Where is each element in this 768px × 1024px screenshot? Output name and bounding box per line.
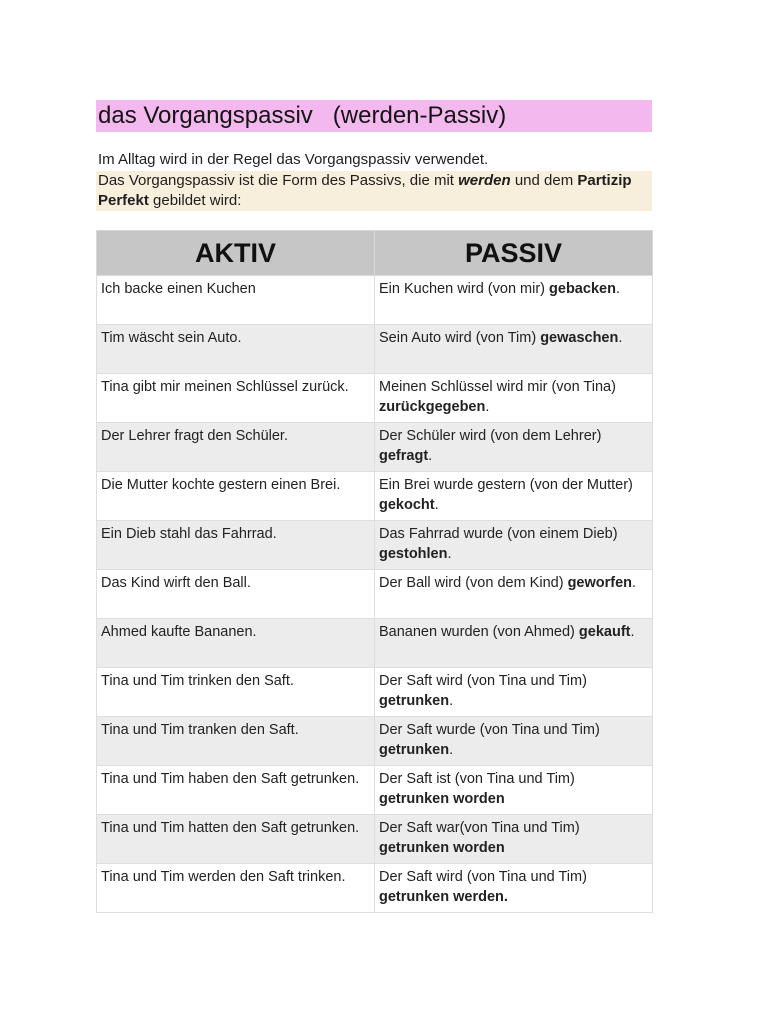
passiv-participle: gebacken <box>549 281 616 297</box>
passiv-cell <box>375 815 653 864</box>
passiv-text: Bananen wurden (von Ahmed) <box>379 624 575 640</box>
passiv-punctuation: . <box>449 742 454 758</box>
passiv-participle: gewaschen <box>540 330 619 346</box>
intro-line-1: Im Alltag wird in der Regel das Vorgangspassiv verwendet. <box>98 151 489 168</box>
table-row <box>97 521 653 570</box>
passiv-participle: getrunken werden. <box>379 889 508 905</box>
passiv-cell <box>375 423 653 472</box>
table-header-row <box>97 231 653 276</box>
aktiv-cell: Ich backe einen Kuchen <box>97 276 375 325</box>
passiv-participle: gekocht <box>379 497 435 513</box>
passiv-participle: zurückgegeben <box>379 399 486 415</box>
passiv-participle: getrunken <box>379 693 450 709</box>
passiv-text: Der Saft war(von Tina und Tim) <box>379 820 580 836</box>
passiv-punctuation: . <box>615 281 620 297</box>
table-row <box>97 374 653 423</box>
passiv-text: Der Saft wird (von Tina und Tim) <box>379 673 587 689</box>
aktiv-passiv-table <box>96 230 653 913</box>
passiv-punctuation: . <box>428 448 433 464</box>
passiv-punctuation: . <box>618 330 623 346</box>
passiv-text: Der Schüler wird (von dem Lehrer) <box>379 428 602 444</box>
passiv-participle: geworfen <box>567 575 633 591</box>
aktiv-cell: Tina und Tim haben den Saft getrunken. <box>97 766 375 815</box>
passiv-participle: getrunken worden <box>379 840 505 856</box>
passiv-text: Der Saft wurde (von Tina und Tim) <box>379 722 600 738</box>
aktiv-cell: Die Mutter kochte gestern einen Brei. <box>97 472 375 521</box>
intro-text: Das Vorgangspassiv ist die Form des Passivs, die mit <box>98 172 459 189</box>
passiv-cell <box>375 570 653 619</box>
intro-emphasis-werden: werden <box>458 172 511 189</box>
passiv-cell <box>375 717 653 766</box>
passiv-cell <box>375 668 653 717</box>
table-row <box>97 815 653 864</box>
aktiv-cell: Tim wäscht sein Auto. <box>97 325 375 374</box>
aktiv-cell: Tina und Tim trinken den Saft. <box>97 668 375 717</box>
intro-bold-partizip: Partizip Perfekt <box>98 172 632 209</box>
passiv-text: Ein Brei wurde gestern (von der Mutter) <box>379 477 633 493</box>
passiv-text: Der Ball wird (von dem Kind) <box>379 575 564 591</box>
aktiv-cell: Tina gibt mir meinen Schlüssel zurück. <box>97 374 375 423</box>
passiv-cell <box>375 521 653 570</box>
header-passiv: PASSIV <box>375 231 653 276</box>
passiv-punctuation: . <box>449 693 454 709</box>
passiv-participle: gestohlen <box>379 546 448 562</box>
table-row <box>97 619 653 668</box>
table-row <box>97 668 653 717</box>
aktiv-cell: Ein Dieb stahl das Fahrrad. <box>97 521 375 570</box>
aktiv-cell: Tina und Tim werden den Saft trinken. <box>97 864 375 913</box>
passiv-cell <box>375 472 653 521</box>
passiv-participle: getrunken <box>379 742 450 758</box>
aktiv-cell: Tina und Tim tranken den Saft. <box>97 717 375 766</box>
passiv-participle: getrunken worden <box>379 791 505 807</box>
passiv-punctuation: . <box>485 399 490 415</box>
passiv-cell <box>375 325 653 374</box>
table-body <box>97 276 653 913</box>
passiv-text: Das Fahrrad wurde (von einem Dieb) <box>379 526 618 542</box>
passiv-punctuation: . <box>632 575 637 591</box>
table-row <box>97 472 653 521</box>
passiv-participle: gefragt <box>379 448 429 464</box>
aktiv-cell: Das Kind wirft den Ball. <box>97 570 375 619</box>
table-row <box>97 276 653 325</box>
table-row <box>97 766 653 815</box>
passiv-text: Sein Auto wird (von Tim) <box>379 330 537 346</box>
table-row <box>97 423 653 472</box>
passiv-cell <box>375 374 653 423</box>
passiv-participle: gekauft <box>578 624 631 640</box>
passiv-text: Der Saft wird (von Tina und Tim) <box>379 869 587 885</box>
header-aktiv: AKTIV <box>97 231 375 276</box>
intro-text: und dem <box>510 172 578 189</box>
aktiv-cell: Der Lehrer fragt den Schüler. <box>97 423 375 472</box>
passiv-cell <box>375 276 653 325</box>
table-row <box>97 717 653 766</box>
intro-text: gebildet wird: <box>148 192 242 209</box>
passiv-cell <box>375 864 653 913</box>
passiv-cell <box>375 619 653 668</box>
passiv-punctuation: . <box>447 546 452 562</box>
aktiv-cell: Tina und Tim hatten den Saft getrunken. <box>97 815 375 864</box>
table-row <box>97 325 653 374</box>
passiv-text: Ein Kuchen wird (von mir) <box>379 281 545 297</box>
table-row <box>97 864 653 913</box>
passiv-punctuation: . <box>434 497 439 513</box>
passiv-text: Der Saft ist (von Tina und Tim) <box>379 771 575 787</box>
page-title: das Vorgangspassiv (werden-Passiv) <box>96 100 652 132</box>
table-row <box>97 570 653 619</box>
passiv-cell <box>375 766 653 815</box>
passiv-punctuation: . <box>630 624 635 640</box>
intro-line-2 <box>96 171 652 211</box>
aktiv-cell: Ahmed kaufte Bananen. <box>97 619 375 668</box>
passiv-text: Meinen Schlüssel wird mir (von Tina) <box>379 379 616 395</box>
